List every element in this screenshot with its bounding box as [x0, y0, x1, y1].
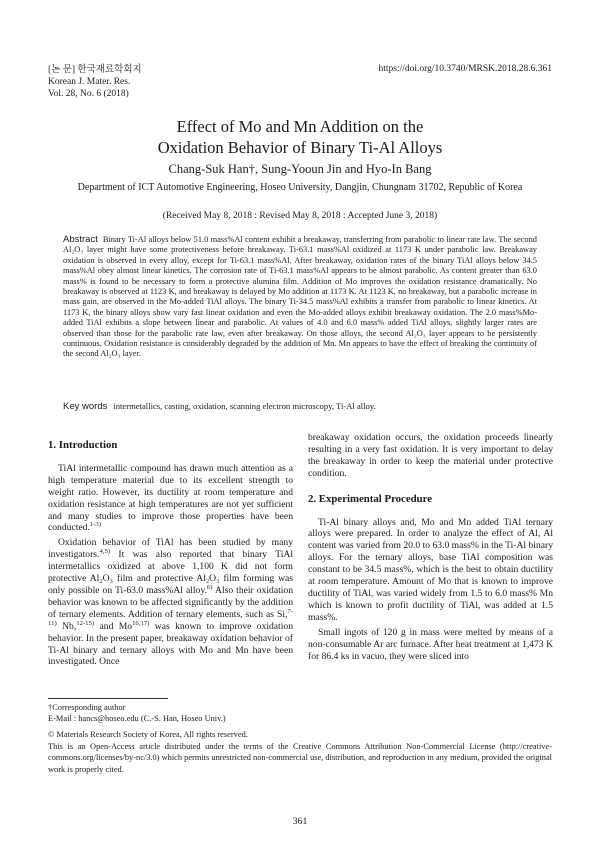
doi-link[interactable]: https://doi.org/10.3740/MRSK.2018.28.6.361 [378, 64, 552, 74]
reference-superscript: 16,17) [132, 619, 150, 627]
reference-superscript: 12-15) [76, 619, 95, 627]
journal-korean-name: [논 문] 한국재료학회지 [48, 65, 142, 75]
license-text: This is an Open-Access article distributed under the terms of the Creative Commons Attribution Non-Commercial License (http://creative-commons.org/licenses/by-nc/3.0) which permits unrestricted non-commercial use, distribution, and reproduction in any medium, provided the original work is properly cited. [48, 741, 552, 774]
abstract [63, 235, 537, 360]
journal-volume: Vol. 28, No. 6 (2018) [48, 89, 129, 99]
section-heading-experimental: 2. Experimental Procedure [308, 492, 433, 505]
title-line-2: Oxidation Behavior of Binary Ti-Al Alloys [157, 138, 443, 157]
paper-title [0, 116, 600, 158]
received-dates: (Received May 8, 2018 : Revised May 8, 2018 : Accepted June 3, 2018) [162, 211, 438, 221]
reference-superscript: 6) [206, 583, 213, 591]
reference-superscript: 1-3) [89, 521, 102, 529]
copyright-notice [48, 729, 552, 775]
author-list: Chang-Suk Han†, Sung-Yooun Jin and Hyo-In Bang [168, 162, 432, 176]
reference-superscript: 4,5) [99, 548, 111, 556]
reference-superscript: 7-11) [48, 607, 293, 627]
experimental-paragraph-2: Small ingots of 120 g in mass were melted by means of a non-consumable Ar arc furnace. After heat treatment at 1,473 K for 86.4 ks in vacuo, they were sliced into [308, 626, 553, 662]
journal-header [48, 64, 142, 100]
abstract-text: Binary Ti-Al alloys below 51.0 mass%Al content exhibit a breakaway, transferring from parabolic to linear rate law. The second Al₂O₃ layer might have some protectiveness before breakaway. Ti-63.1 mass%Al oxidized at 1173 K under parabolic law. Breakaway oxidation is observed in every alloy, except for Ti-63.1 mass%Al. After breakaway, oxidation rates of the binary TiAl alloys below 34.5 mass%Al obey almost linear kinetics. The corrosion rate of Ti-63.1 mass%Al appears to be almost parabolic. As content greater than 63.0 mass% is found to be necessary to form a protective alumina film. Addition of Mo improves the oxidation resistance dramatically. No breakaway is observed at 1123 K, and breakaway is delayed by Mo addition at 1173 K. At 1123 K, no breakaway, but a parabolic increase in mass gain, are observed in the Mo-added TiAl alloys. The binary Ti-34.5 mass%Al exhibits a transfer from parabolic to linear kinetics. At 1173 K, the binary alloys show vary fast linear oxidation and even the Mo-added alloys exhibit breakaway oxidation. The 2.0 mass%Mo-added TiAl exhibits a slope between linear and parabolic. At values of 4.0 and 6.0 mass% added TiAl alloys, slightly larger rates are observed than those for the parabolic rate law, even after breakaway. On those alloys, the second Al₂O₃ layer appears to be persistently continuous. Oxidation resistance is considerably degraded by the addition of Mn. Mn appears to have the effect of breaking the continuity of the second Al₂O₃ layer. [63, 235, 537, 359]
keywords-text: intermetallics, casting, oxidation, scanning electron microscopy, Ti-Al alloy. [113, 401, 376, 411]
intro-paragraph-1: TiAl intermetallic compound has drawn much attention as a high temperature material due to its excellent strength to weight ratio. However, its ductility at room temperature and oxidation resistance at high temperatures are not yet sufficient and many studies to improve those properties have been conducted.$^{1-3)}$ [48, 462, 293, 534]
experimental-paragraph-1: Ti-Al binary alloys and, Mo and Mn added TiAl ternary alloys were prepared. In order to analyze the effect of Al, Al content was varied from 20.0 to 63.0 mass% in the Ti-Al binary alloys. For the ternary alloys, base TiAl composition was constant to be 34.5 mass%, which is the best to obtain ductility at room temperature. Amount of Mo that is known to improve ductility of TiAl, was varied widely from 1.5 to 6.0 mass% Mn which is known to profit ductility of TiAl, was added at 1.5 mass%. [308, 516, 553, 623]
keywords-label: Key words [63, 401, 108, 412]
intro-continuation: breakaway oxidation occurs, the oxidation proceeds linearly resulting in a very fast oxidation. It is very important to delay the breakaway in order to keep the material under protective condition. [308, 432, 553, 479]
section-heading-introduction: 1. Introduction [48, 439, 118, 451]
footnote [48, 702, 226, 724]
author-email[interactable]: E-Mail : hancs@hoseo.edu (C.-S. Han, Hoseo Univ.) [48, 714, 226, 723]
intro-paragraph-2: Oxidation behavior of TiAl has been studied by many investigators.$^{4,5)}$ It was also reported that binary TiAl intermetallics oxidized at above 1,100 K did not form protective Al₂O₃ film and protective Al₂O₃ film forming was only possible on Ti-63.0 mass%Al alloy.$^{6)}$ Also their oxidation behavior was known to be affected significantly by the addition of ternary elements. Addition of ternary elements, such as Si,$^{7-11)}$ Nb,$^{12-15)}$ and Mo$^{16,17)}$ was known to improve oxidation behavior. In the present paper, breakaway oxidation behavior of Ti-Al binary and ternary alloys with Mo and Mn have been investigated. Once [48, 537, 293, 668]
title-line-1: Effect of Mo and Mn Addition on the [176, 117, 424, 136]
abstract-label: Abstract [63, 234, 98, 245]
copyright-line: © Materials Research Society of Korea, All rights reserved. [48, 730, 248, 739]
right-column [308, 432, 553, 665]
affiliation: Department of ICT Automotive Engineering, Hoseo University, Dangjin, Chungnam 31702, Republic of Korea [77, 182, 523, 193]
footnote-divider [48, 698, 168, 699]
left-column [48, 432, 293, 671]
page-number: 361 [292, 816, 308, 827]
keywords [63, 401, 537, 412]
journal-abbrev: Korean J. Mater. Res. [48, 77, 131, 87]
corresponding-author: †Corresponding author [48, 703, 126, 712]
